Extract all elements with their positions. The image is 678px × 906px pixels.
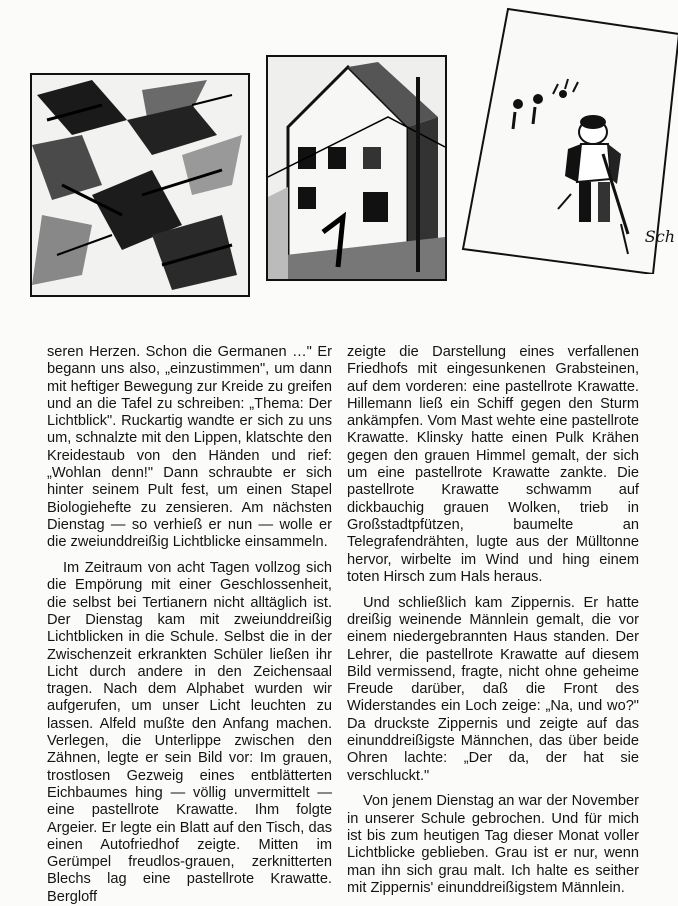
paragraph: Und schließlich kam Zippernis. Er hatte dreißig weinende Männlein gemalt, die vor einem niedergebrannten Haus standen. Der Lehrer, die pastellrote Krawatte auf diesem Bild vermissend, fragte, nicht ohne geheime Freude darüber, daß die Front des Widerstandes ein Loch zeige: „Na, und wo?" Da druckste Zippernis und zeigte auf das einunddreißigste Männchen, das über beide Ohren lachte: „Der da, der hat sie verschluckt." <box>347 594 639 784</box>
paragraph: seren Herzen. Schon die Germanen …" Er begann uns also, „einzustimmen", um dann mit heftiger Bewegung zur Kreide zu greifen und an die Tafel zu schreiben: „Thema: Der Lichtblick". Ruckartig wandte er sich zu uns um, schnalzte mit den Lippen, klatschte den Kreidestaub von den Händen und rief: „Wohlan denn!" Dann schraubte er sich hinter seinem Pult fest, um einen Stapel Biologiehefte zu zensieren. Am nächsten Dienstag — so verhieß er nun — wolle er die zweiunddreißig Lichtblicke einsammeln. <box>47 344 332 551</box>
paragraph: Im Zeitraum von acht Tagen vollzog sich die Empörung mit einer Geschlossenheit, die selbst bei Tertianern nicht alltäglich ist. Der Dienstag kam mit zweiunddreißig Lichtblicken in die Schule. Selbst die in der Zwischenzeit erkrankten Schüler ließen ihr Licht durch andere in den Zeichensaal tragen. Nach dem Alphabet wurden wir aufgerufen, um unser Licht leuchten zu lassen. Alfeld mußte den Anfang machen. Verlegen, die Unterlippe zwischen den Zähnen, legte er sein Bild vor: Im grauen, trostlosen Gezweig eines entblätterten Eichbaumes hing — völlig unvermittelt — eine pastellrote Krawatte. Ihm folgte Argeier. Er legte ein Blatt auf den Tisch, das einen Autofriedhof zeigte. Mitten im Gerümpel freudlos-grauen, zerknitterten Blechs lag eine pastellrote Krawatte. Bergloff <box>47 560 332 905</box>
birds-illustration <box>30 73 250 297</box>
paragraph: Von jenem Dienstag an war der November in unserer Schule gebrochen. Und für mich ist bis zum heutigen Tag dieser Monat voller Lichtblicke geblieben. Grau ist er nur, wenn man ihn sich grau malt. Ich halte es seither mit Zippernis' einunddreißigstem Männlein. <box>347 793 639 896</box>
boy-illustration <box>453 4 678 274</box>
birds-drawing <box>32 75 248 295</box>
signature: Sch <box>644 227 675 246</box>
text-column-left <box>47 344 332 906</box>
text-column-right <box>347 344 639 897</box>
paragraph: zeigte die Darstellung eines verfallenen Friedhofs mit eingesunkenen Grabsteinen, auf dem vorderen: eine pastellrote Krawatte. Hillemann ließ ein Schiff gegen den Sturm ankämpfen. Vom Mast wehte eine pastellrote Krawatte. Klinsky hatte einen Pulk Krähen gegen den grauen Himmel gemalt, der sich um eine pastellrote Krawatte zankte. Die pastellrote Krawatte schwamm auf dickbauchig grauen Wolken, trieb in Großstadtpfützen, baumelte an Telegrafendrähten, lugte aus der Mülltonne hervor, wirbelte im Wind und hing einem toten Hirsch zum Hals heraus. <box>347 344 639 585</box>
house-illustration <box>266 55 447 281</box>
house-drawing <box>268 57 445 279</box>
